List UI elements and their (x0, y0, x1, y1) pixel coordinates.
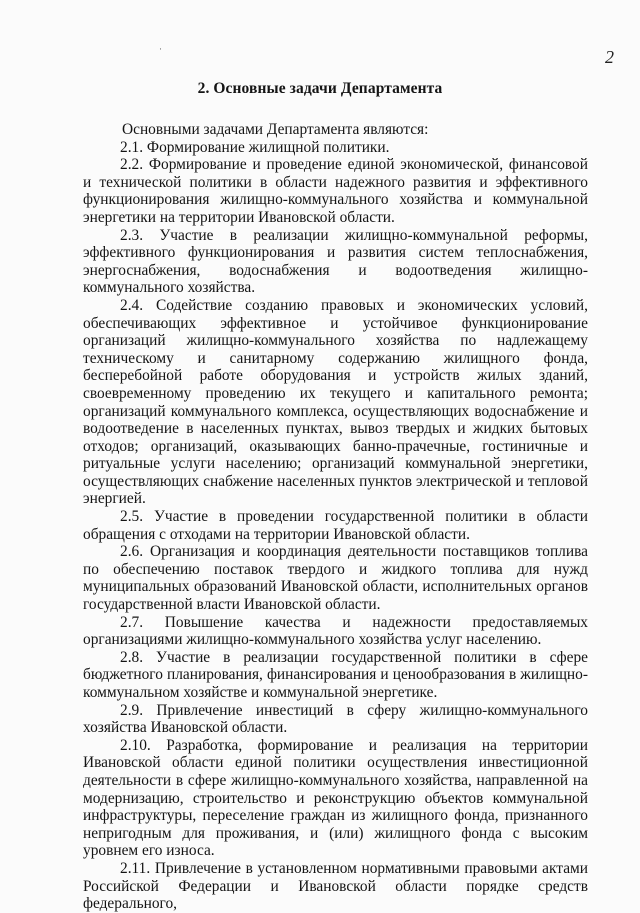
paragraph-2-10: 2.10. Разработка, формирование и реализация на территории Ивановской области единой политики осуществления инвестиционной деятельности в сфере жилищно-коммунального хозяйства, направленной на модернизацию, строительство и реконструкцию объектов коммунальной инфраструктуры, переселение граждан из жилищного фонда, признанного непригодным для проживания, и (или) жилищного фонда с высоким уровнем его износа. (83, 736, 588, 860)
paragraph-2-8: 2.8. Участие в реализации государственной политики в сфере бюджетного планирования, финансирования и ценообразования в жилищно-коммунальном хозяйстве и коммунальной энергетике. (83, 648, 588, 701)
section-body (83, 121, 588, 913)
paragraph-2-5: 2.5. Участие в проведении государственной политики в области обращения с отходами на территории Ивановской области. (83, 508, 588, 543)
paragraph-2-9: 2.9. Привлечение инвестиций в сферу жилищно-коммунального хозяйства Ивановской области. (83, 701, 588, 737)
intro-line: Основными задачами Департамента являются: (122, 121, 429, 138)
paragraph-2-3: 2.3. Участие в реализации жилищно-коммунальной реформы, эффективного функционирования и развития систем теплоснабжения, энергоснабжения, водоснабжения и водоотведения жилищно-коммунального хозяйства. (83, 226, 588, 297)
paragraph-2-7: 2.7. Повышение качества и надежности предоставляемых организациями жилищно-коммунального хозяйства услуг населению. (83, 613, 588, 649)
scan-speck: · (159, 44, 162, 54)
section-title: 2. Основные задачи Департамента (197, 80, 443, 97)
paragraph-2-11: 2.11. Привлечение в установленном нормативными правовыми актами Российской Федерации и Ивановской области порядке средств федерального, (83, 859, 588, 913)
paragraph-2-6: 2.6. Организация и координация деятельности поставщиков топлива по обеспечению поставок твердого и жидкого топлива для нужд муниципальных образований Ивановской области, исполнительных органов государственной власти Ивановской области. (83, 543, 588, 614)
paragraph-2-4: 2.4. Содействие созданию правовых и экономических условий, обеспечивающих эффективное и устойчивое функционирование организаций жилищно-коммунального хозяйства по надлежащему техническому и санитарному содержанию жилищного фонда, бесперебойной работе оборудования и устройств жилых зданий, своевременному проведению их текущего и капитального ремонта; организаций коммунального комплекса, осуществляющих водоснабжение и водоотведение в населенных пунктах, вывоз твердых и жидких бытовых отходов; организаций, оказывающих банно-прачечные, гостиничные и ритуальные услуги населению; организаций коммунальной энергетики, осуществляющих снабжение населенных пунктов электрической и тепловой энергией. (83, 296, 588, 508)
page-number: 2 (605, 47, 614, 67)
paragraph-2-1: 2.1. Формирование жилищной политики. (120, 138, 390, 156)
paragraph-2-2: 2.2. Формирование и проведение единой экономической, финансовой и технической политики в области надежного развития и эффективного функционирования жилищно-коммунального хозяйства и коммунальной энергетики на территории Ивановской области. (83, 156, 588, 226)
